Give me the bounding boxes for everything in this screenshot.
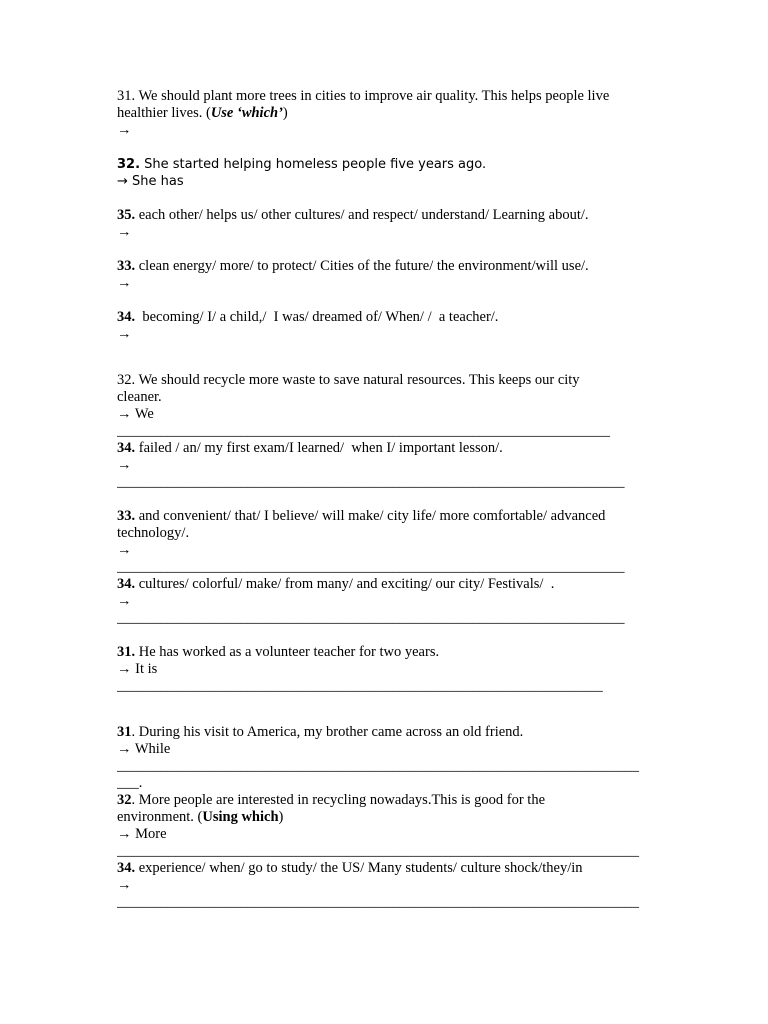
answer-prompt: → It is	[117, 661, 158, 677]
question-number: 34.	[117, 440, 136, 456]
worksheet	[117, 88, 657, 911]
question-11	[117, 724, 657, 792]
answer-line[interactable]: ______________________________________________________________________	[117, 610, 625, 626]
question-13	[117, 860, 657, 911]
question-12	[117, 792, 657, 860]
answer-line[interactable]: ______________________________________________________________________	[117, 474, 625, 490]
answer-arrow: →	[117, 326, 132, 342]
answer-line[interactable]: ____________________________________________________________________	[117, 423, 610, 439]
question-number: 31.	[117, 644, 136, 660]
question-text-cont: cleaner.	[117, 389, 162, 405]
question-text-cont: technology/.	[117, 525, 190, 541]
question-text-cont: healthier lives. (Use ‘which’)	[117, 105, 288, 121]
question-6	[117, 372, 657, 440]
question-text: cultures/ colorful/ make/ from many/ and exciting/ our city/ Festivals/ .	[135, 576, 555, 592]
question-2	[117, 156, 657, 190]
question-number: 33.	[117, 508, 136, 524]
hint: Using which	[202, 809, 279, 825]
answer-line[interactable]: ________________________________________________________________________	[117, 758, 639, 774]
answer-arrow: →	[117, 457, 132, 473]
answer-arrow: →	[117, 275, 132, 291]
question-text: He has worked as a volunteer teacher for two years.	[135, 644, 440, 660]
question-text: 32. We should recycle more waste to save natural resources. This keeps our city	[117, 372, 580, 388]
question-text: . More people are interested in recycling nowadays.This is good for the	[131, 792, 546, 808]
question-number: 34.	[117, 576, 136, 592]
answer-arrow: →	[117, 542, 132, 558]
question-text: each other/ helps us/ other cultures/ and respect/ understand/ Learning about/.	[135, 207, 589, 223]
question-number: 35.	[117, 207, 136, 223]
question-text: clean energy/ more/ to protect/ Cities of the future/ the environment/will use/.	[135, 258, 589, 274]
answer-line[interactable]: ______________________________________________________________________	[117, 559, 625, 575]
question-number: 31	[117, 724, 132, 740]
question-text: becoming/ I/ a child,/ I was/ dreamed of/ When/ / a teacher/.	[135, 309, 499, 325]
answer-prompt: → We	[117, 406, 154, 422]
question-number: 33.	[117, 258, 136, 274]
answer-line[interactable]: ________________________________________________________________________	[117, 894, 639, 910]
question-number: 32	[117, 792, 132, 808]
question-text: She started helping homeless people five years ago.	[140, 157, 487, 172]
question-3	[117, 207, 657, 241]
question-7	[117, 440, 657, 491]
question-9	[117, 576, 657, 627]
answer-line[interactable]: ________________________________________________________________________	[117, 843, 639, 859]
hint: Use ‘which’	[210, 105, 283, 121]
question-5	[117, 309, 657, 343]
question-text: and convenient/ that/ I believe/ will make/ city life/ more comfortable/ advanced	[135, 508, 606, 524]
question-text: experience/ when/ go to study/ the US/ Many students/ culture shock/they/in	[135, 860, 583, 876]
question-text: . During his visit to America, my brother came across an old friend.	[131, 724, 524, 740]
question-1	[117, 88, 657, 139]
question-8	[117, 508, 657, 576]
answer-prompt: → While	[117, 741, 171, 757]
question-number: 34.	[117, 309, 136, 325]
question-number: 32.	[117, 157, 141, 172]
answer-prompt: → More	[117, 826, 167, 842]
question-text: failed / an/ my first exam/I learned/ when I/ important lesson/.	[135, 440, 503, 456]
answer-arrow: →	[117, 593, 132, 609]
answer-arrow: →	[117, 122, 132, 138]
question-number: 34.	[117, 860, 136, 876]
question-text-cont: environment. (Using which)	[117, 809, 284, 825]
answer-line[interactable]: ___________________________________________________________________	[117, 678, 603, 694]
question-10	[117, 644, 657, 695]
question-4	[117, 258, 657, 292]
answer-arrow: →	[117, 877, 132, 893]
answer-prompt: → She has	[117, 174, 184, 189]
answer-arrow: →	[117, 224, 132, 240]
question-text: 31. We should plant more trees in cities to improve air quality. This helps people live	[117, 88, 610, 104]
answer-line-end: ___.	[117, 775, 143, 791]
